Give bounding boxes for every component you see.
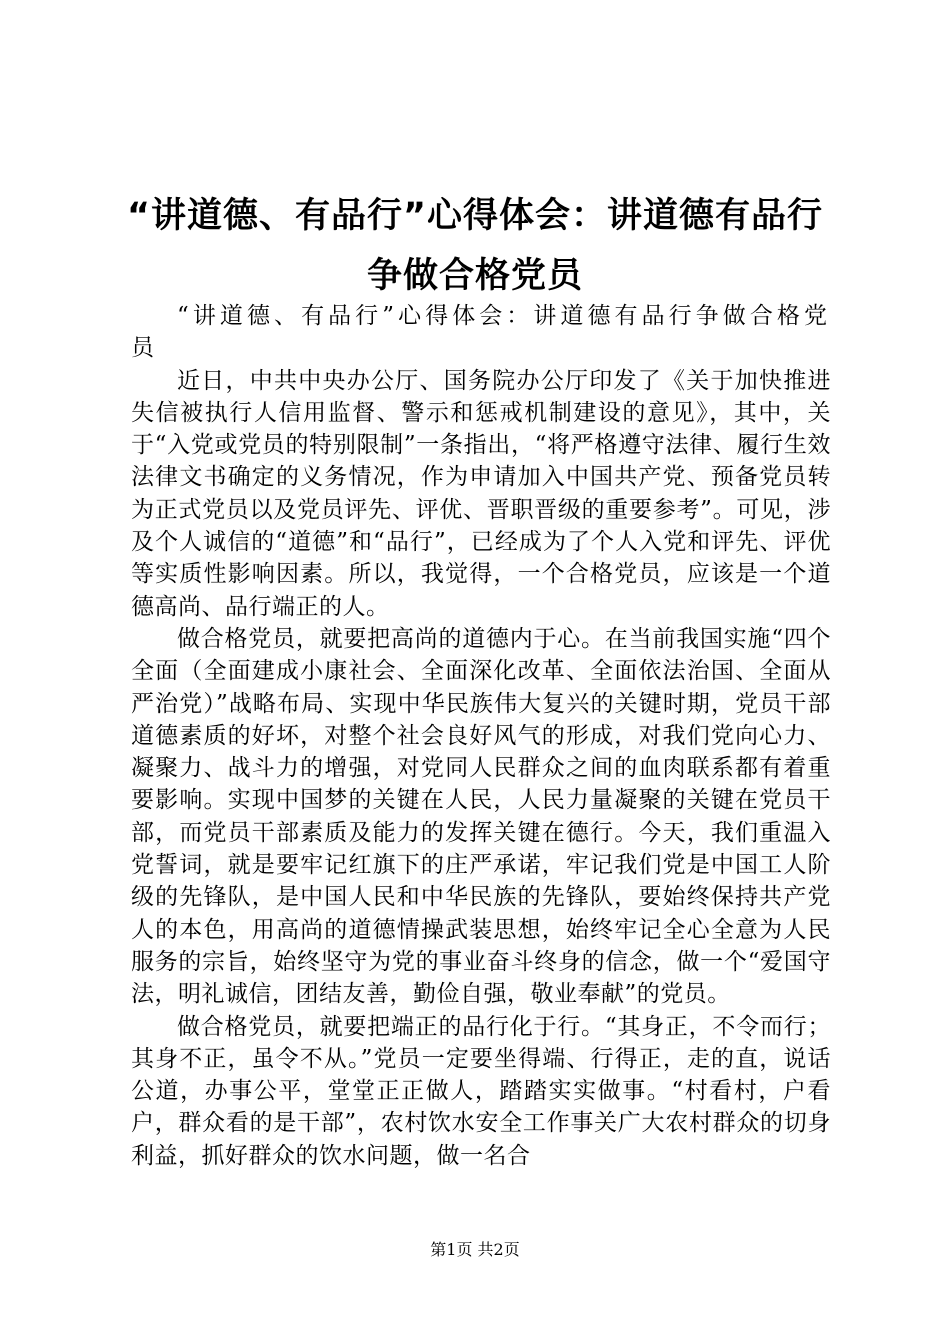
page-number-footer: 第1页 共2页 — [430, 1240, 520, 1259]
title-line-2: 争做合格党员 — [366, 256, 583, 296]
paragraph-subtitle: “讲道德、有品行”心得体会：讲道德有品行争做合格党员 — [131, 303, 831, 362]
paragraph-3: 做合格党员，就要把端正的品行化于行。“其身正，不令而行；其身不正，虽令不从。”党员一定要坐得端、行得正，走的直，说话公道，办事公平，堂堂正正做人，踏踏实实做事。“村看村，户看户，群众看的是干部”，农村饮水安全工作事关广大农村群众的切身利益，抓好群众的饮水问题，做一名合 — [131, 1013, 831, 1169]
paragraph-2: 做合格党员，就要把高尚的道德内于心。在当前我国实施“四个全面（全面建成小康社会、全面深化改革、全面依法治国、全面从严治党）”战略布局、实现中华民族伟大复兴的关键时期，党员干部道德素质的好坏，对整个社会良好风气的形成，对我们党向心力、凝聚力、战斗力的增强，对党同人民群众之间的血肉联系都有着重要影响。实现中国梦的关键在人民，人民力量凝聚的关键在党员干部，而党员干部素质及能力的发挥关键在德行。今天，我们重温入党誓词，就是要牢记红旗下的庄严承诺，牢记我们党是中国工人阶级的先锋队，是中国人民和中华民族的先锋队，要始终保持共产党人的本色，用高尚的道德情操武装思想，始终牢记全心全意为人民服务的宗旨，始终坚守为党的事业奋斗终身的信念，做一个“爱国守法，明礼诚信，团结友善，勤俭自强，敬业奉献”的党员。 — [131, 625, 831, 1008]
document-body — [131, 300, 831, 1172]
title-line-1: “讲道德、有品行”心得体会：讲道德有品行 — [126, 196, 823, 236]
document-title — [110, 186, 840, 306]
paragraph-1: 近日，中共中央办公厅、国务院办公厅印发了《关于加快推进失信被执行人信用监督、警示和惩戒机制建设的意见》，其中，关于“入党或党员的特别限制”一条指出，“将严格遵守法律、履行生效法律文书确定的义务情况，作为申请加入中国共产党、预备党员转为正式党员以及党员评先、评优、晋职晋级的重要参考”。可见，涉及个人诚信的“道德”和“品行”，已经成为了个人入党和评先、评优等实质性影响因素。所以，我觉得，一个合格党员，应该是一个道德高尚、品行端正的人。 — [131, 367, 831, 620]
